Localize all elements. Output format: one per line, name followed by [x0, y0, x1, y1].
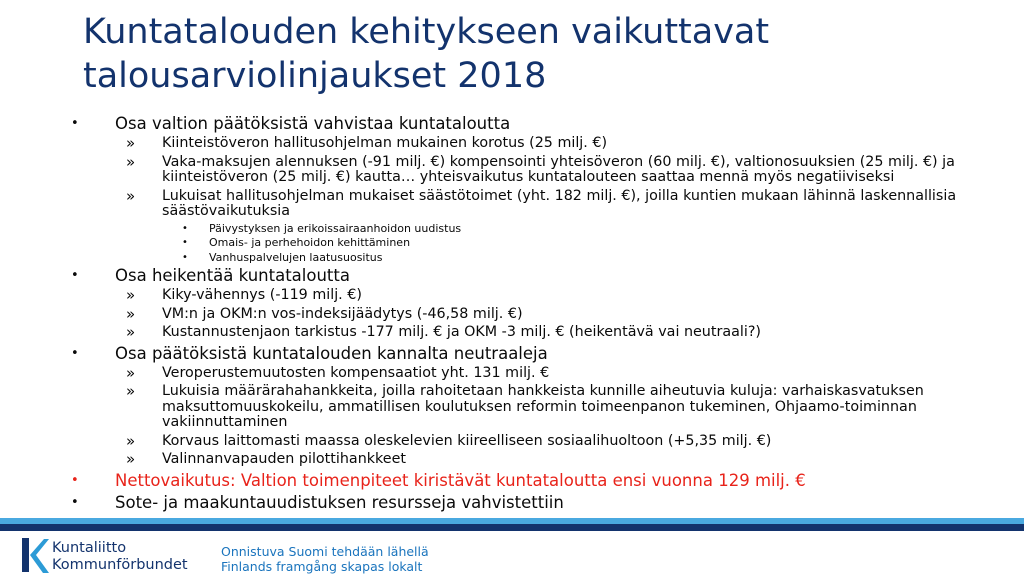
- sub-bullet-item: [0, 287, 1024, 306]
- sub-sub-bullet-text: Omais- ja perhehoidon kehittäminen: [209, 236, 411, 249]
- sub-bullet-item: [0, 188, 1024, 222]
- sub-bullet-text: Kiky-vähennys (-119 milj. €): [162, 287, 362, 303]
- chevron-right-icon: »: [126, 382, 136, 400]
- sub-sub-bullet-text: Vanhuspalvelujen laatusuositus: [209, 250, 383, 264]
- sub-bullet-text: Kustannustenjaon tarkistus -177 milj. € ja OKM -3 milj. € (heikentävä vai neutraali?): [162, 324, 761, 340]
- slide-title-line1: Kuntatalouden kehitykseen vaikuttavat: [83, 12, 770, 52]
- sub-bullet-text: Korvaus laittomasti maassa oleskelevien kiireelliseen sosiaalihuoltoon (+5,35 milj. €): [162, 432, 772, 449]
- sub-bullet-text: Kiinteistöveron hallitusohjelman mukainen korotus (25 milj. €): [162, 135, 608, 151]
- sub-bullet-item: [0, 135, 1024, 154]
- sub-bullet-item: [0, 306, 1024, 325]
- net-effect-text: Nettovaikutus: Valtion toimenpiteet kiristävät kuntataloutta ensi vuonna 129 milj. €: [115, 470, 806, 490]
- bullet-text: Osa päätöksistä kuntatalouden kannalta neutraaleja: [115, 343, 548, 363]
- bullet-dot-icon: •: [71, 494, 79, 510]
- sub-bullet-item: [0, 433, 1024, 452]
- bullet-item: [0, 343, 1024, 365]
- bullet-item: [0, 492, 1024, 514]
- bullet-dot-icon: •: [182, 237, 188, 248]
- footer-divider-bar: [0, 524, 1024, 531]
- chevron-right-icon: »: [126, 286, 136, 304]
- logo-name-fi: Kuntaliitto: [52, 540, 127, 556]
- sub-bullet-item: [0, 324, 1024, 343]
- bullet-item: [0, 265, 1024, 287]
- kuntaliitto-logo: [20, 536, 190, 576]
- chevron-right-icon: »: [126, 323, 136, 341]
- slide-title: [83, 10, 769, 98]
- sub-bullet-item: [0, 154, 1024, 188]
- footer-slogan: [221, 544, 429, 574]
- chevron-right-icon: »: [126, 363, 136, 382]
- slogan-fi: Onnistuva Suomi tehdään lähellä: [221, 544, 429, 559]
- sub-sub-bullet-text: Päivystyksen ja erikoissairaanhoidon uudistus: [209, 221, 462, 235]
- sub-bullet-text: Valinnanvapauden pilottihankkeet: [162, 451, 406, 467]
- bullet-text: Sote- ja maakuntauudistuksen resursseja vahvistettiin: [115, 492, 564, 512]
- slide-title-line2: talousarviolinjaukset 2018: [83, 56, 547, 96]
- bullet-dot-icon: •: [182, 251, 188, 263]
- sub-sub-bullet-item: [0, 222, 1024, 237]
- bullet-text: Osa heikentää kuntataloutta: [115, 266, 350, 285]
- sub-bullet-text: Veroperustemuutosten kompensaatiot yht. 131 milj. €: [162, 364, 550, 381]
- sub-bullet-text: Lukuisia määrärahahankkeita, joilla rahoitetaan hankkeista kunnille aiheutuvia kuluja: varhaiskasvatuksen maksuttomuuskokeilu, ammatillisen koulutuksen reformin toimeenpanon tukeminen, Ohjaamo-toiminnan vakiinnuttaminen: [162, 383, 924, 430]
- chevron-right-icon: »: [126, 431, 136, 450]
- bullet-text: Osa valtion päätöksistä vahvistaa kuntataloutta: [115, 114, 511, 133]
- logo-name-sv: Kommunförbundet: [52, 557, 188, 573]
- chevron-right-icon: »: [126, 450, 136, 468]
- sub-bullet-item: [0, 383, 1024, 433]
- sub-bullet-text: Vaka-maksujen alennuksen (-91 milj. €) kompensointi yhteisöveron (60 milj. €), valtionosuuksien (25 milj. €) ja kiinteistöveron (25 milj. €) kautta… yhteisvaikutus kuntatalouteen saattaa mennä myös negatiiviseksi: [162, 153, 955, 185]
- bullet-dot-icon: •: [71, 116, 79, 131]
- sub-bullet-item: [0, 365, 1024, 384]
- bullet-item: [0, 113, 1024, 135]
- bullet-dot-icon: •: [71, 472, 79, 488]
- bullet-dot-icon: •: [182, 222, 188, 234]
- bullet-dot-icon: •: [71, 268, 79, 283]
- sub-bullet-text: Lukuisat hallitusohjelman mukaiset säästötoimet (yht. 182 milj. €), joilla kuntien mukaan lähinnä laskennallisia säästövaikutuksia: [162, 187, 957, 219]
- sub-bullet-text: VM:n ja OKM:n vos-indeksijäädytys (-46,58 milj. €): [162, 305, 523, 322]
- sub-bullet-item: [0, 451, 1024, 470]
- chevron-right-icon: »: [126, 186, 136, 205]
- chevron-right-icon: »: [126, 304, 136, 323]
- sub-sub-bullet-item: [0, 251, 1024, 266]
- bullet-list: [0, 113, 1024, 514]
- slogan-sv: Finlands framgång skapas lokalt: [221, 559, 423, 574]
- chevron-right-icon: »: [126, 152, 136, 171]
- sub-sub-bullet-item: [0, 236, 1024, 251]
- bullet-dot-icon: •: [71, 345, 79, 361]
- kuntaliitto-k-icon: [20, 536, 50, 576]
- net-effect-bullet: [0, 470, 1024, 492]
- chevron-right-icon: »: [126, 134, 136, 152]
